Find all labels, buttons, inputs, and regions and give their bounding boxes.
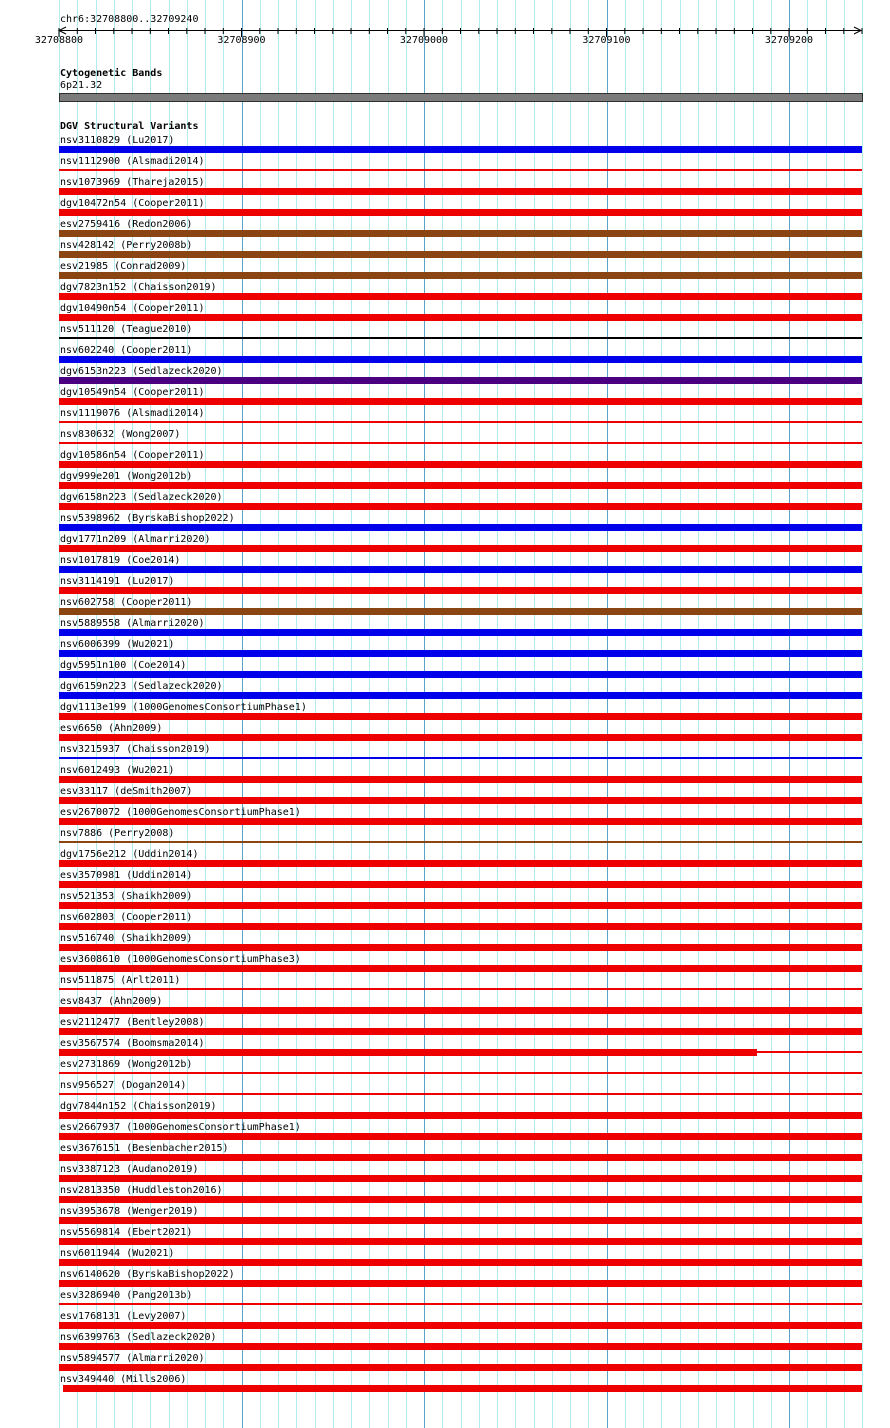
- variant-row: [0, 324, 890, 345]
- ruler-tick-label: 32709000: [399, 35, 449, 46]
- variant-bar[interactable]: [59, 841, 862, 843]
- variant-label[interactable]: esv2670072 (1000GenomesConsortiumPhase1): [60, 807, 301, 818]
- variant-row: [0, 702, 890, 723]
- variant-label[interactable]: nsv5889558 (Almarri2020): [60, 618, 205, 629]
- variant-label[interactable]: esv2731869 (Wong2012b): [60, 1059, 193, 1070]
- variant-row: [0, 954, 890, 975]
- variant-label[interactable]: dgv10586n54 (Cooper2011): [60, 450, 205, 461]
- variant-label[interactable]: nsv1073969 (Thareja2015): [60, 177, 205, 188]
- variant-row: [0, 1311, 890, 1332]
- variant-bar[interactable]: [59, 1154, 862, 1161]
- variant-label[interactable]: esv3608610 (1000GenomesConsortiumPhase3): [60, 954, 301, 965]
- variant-bar[interactable]: [59, 629, 862, 636]
- variant-row: [0, 345, 890, 366]
- variant-label[interactable]: nsv6399763 (Sedlazeck2020): [60, 1332, 217, 1343]
- variant-bar[interactable]: [59, 757, 862, 759]
- variant-bar[interactable]: [59, 1072, 862, 1074]
- variant-row: [0, 765, 890, 786]
- variant-row: [0, 786, 890, 807]
- variant-label[interactable]: esv2759416 (Redon2006): [60, 219, 193, 230]
- ruler-tick-label: 32709200: [764, 35, 814, 46]
- variant-label[interactable]: nsv511120 (Teague2010): [60, 324, 193, 335]
- variant-label[interactable]: nsv3953678 (Wenger2019): [60, 1206, 199, 1217]
- variant-row: [0, 849, 890, 870]
- variant-row: [0, 471, 890, 492]
- variant-row: [0, 660, 890, 681]
- variant-row: [0, 723, 890, 744]
- variant-label[interactable]: nsv349440 (Mills2006): [60, 1374, 187, 1385]
- variant-row: [0, 534, 890, 555]
- variant-bar[interactable]: [59, 272, 862, 279]
- variant-label[interactable]: nsv511875 (Arlt2011): [60, 975, 181, 986]
- variant-row: [0, 1248, 890, 1269]
- variant-bar[interactable]: [59, 923, 862, 930]
- variant-label[interactable]: nsv956527 (Dogan2014): [60, 1080, 187, 1091]
- variant-label[interactable]: nsv5569814 (Ebert2021): [60, 1227, 193, 1238]
- variant-label[interactable]: esv1768131 (Levy2007): [60, 1311, 187, 1322]
- variant-bar[interactable]: [59, 566, 862, 573]
- variant-row: [0, 156, 890, 177]
- variant-label[interactable]: nsv6011944 (Wu2021): [60, 1248, 175, 1259]
- variant-bar[interactable]: [59, 608, 862, 615]
- variant-bar[interactable]: [59, 251, 862, 258]
- variant-label[interactable]: nsv428142 (Perry2008b): [60, 240, 193, 251]
- variant-row: [0, 261, 890, 282]
- variant-label[interactable]: nsv2813350 (Huddleston2016): [60, 1185, 223, 1196]
- variant-bar[interactable]: [59, 1322, 862, 1329]
- variant-bar[interactable]: [757, 1051, 862, 1053]
- variant-label[interactable]: dgv10472n54 (Cooper2011): [60, 198, 205, 209]
- variant-row: [0, 282, 890, 303]
- variant-row: [0, 870, 890, 891]
- variant-label[interactable]: esv3676151 (Besenbacher2015): [60, 1143, 229, 1154]
- variant-label[interactable]: esv6650 (Ahn2009): [60, 723, 163, 734]
- variant-bar[interactable]: [59, 965, 862, 972]
- variant-label[interactable]: esv2112477 (Bentley2008): [60, 1017, 205, 1028]
- variant-label[interactable]: nsv5894577 (Almarri2020): [60, 1353, 205, 1364]
- variant-row: [0, 492, 890, 513]
- variant-bar[interactable]: [59, 776, 862, 783]
- variant-row: [0, 366, 890, 387]
- variant-bar[interactable]: [59, 587, 862, 594]
- variant-label[interactable]: esv2667937 (1000GenomesConsortiumPhase1): [60, 1122, 301, 1133]
- variant-row: [0, 744, 890, 765]
- variant-row: [0, 408, 890, 429]
- variant-label[interactable]: dgv6153n223 (Sedlazeck2020): [60, 366, 223, 377]
- variant-bar[interactable]: [59, 1303, 862, 1305]
- variant-bar[interactable]: [59, 1259, 862, 1266]
- variant-row: [0, 597, 890, 618]
- variant-bar[interactable]: [59, 1238, 862, 1245]
- variant-label[interactable]: nsv5398962 (ByrskaBishop2022): [60, 513, 235, 524]
- variant-bar[interactable]: [59, 1112, 862, 1119]
- variant-row: [0, 1101, 890, 1122]
- variant-label[interactable]: dgv1113e199 (1000GenomesConsortiumPhase1): [60, 702, 307, 713]
- variant-label[interactable]: nsv3215937 (Chaisson2019): [60, 744, 211, 755]
- variant-bar[interactable]: [59, 1196, 862, 1203]
- variant-row: [0, 1227, 890, 1248]
- cytogenetic-bands-title: Cytogenetic Bands: [60, 68, 163, 79]
- variant-bar[interactable]: [59, 692, 862, 699]
- variant-label[interactable]: dgv10549n54 (Cooper2011): [60, 387, 205, 398]
- variant-bar[interactable]: [59, 146, 862, 153]
- variant-bar[interactable]: [59, 482, 862, 489]
- variant-row: [0, 1017, 890, 1038]
- variant-bar[interactable]: [59, 650, 862, 657]
- variant-row: [0, 450, 890, 471]
- variant-label[interactable]: nsv1017819 (Coe2014): [60, 555, 181, 566]
- variant-label[interactable]: nsv6006399 (Wu2021): [60, 639, 175, 650]
- variant-row: [0, 1332, 890, 1353]
- variant-bar[interactable]: [59, 337, 862, 339]
- variant-bar[interactable]: [59, 944, 862, 951]
- variant-row: [0, 240, 890, 261]
- variant-label[interactable]: dgv6159n223 (Sedlazeck2020): [60, 681, 223, 692]
- variant-bar[interactable]: [59, 377, 862, 384]
- variant-label[interactable]: nsv602240 (Cooper2011): [60, 345, 193, 356]
- variant-bar[interactable]: [59, 356, 862, 363]
- variant-row: [0, 135, 890, 156]
- variant-label[interactable]: dgv999e201 (Wong2012b): [60, 471, 193, 482]
- variant-bar[interactable]: [59, 442, 862, 444]
- variant-bar[interactable]: [59, 503, 862, 510]
- variant-row: [0, 1122, 890, 1143]
- variant-label[interactable]: dgv7823n152 (Chaisson2019): [60, 282, 217, 293]
- variant-row: [0, 576, 890, 597]
- variant-row: [0, 1164, 890, 1185]
- variant-bar[interactable]: [59, 293, 862, 300]
- variant-label[interactable]: nsv3110829 (Lu2017): [60, 135, 175, 146]
- locus-label: chr6:32708800..32709240: [60, 14, 199, 25]
- variant-bar[interactable]: [59, 1049, 757, 1056]
- variant-row: [0, 807, 890, 828]
- variant-bar[interactable]: [59, 1364, 862, 1371]
- variant-row: [0, 1059, 890, 1080]
- dgv-track-title: DGV Structural Variants: [60, 121, 199, 132]
- variant-row: [0, 912, 890, 933]
- variant-bar[interactable]: [59, 169, 862, 171]
- ruler-tick-label: 32708900: [217, 35, 266, 46]
- ruler-ticks: [59, 28, 862, 37]
- variant-label[interactable]: dgv1756e212 (Uddin2014): [60, 849, 199, 860]
- variant-label[interactable]: nsv602758 (Cooper2011): [60, 597, 193, 608]
- variant-bar[interactable]: [59, 1280, 862, 1287]
- ruler-tick-label: 32708800: [34, 35, 84, 46]
- variant-label[interactable]: esv8437 (Ahn2009): [60, 996, 163, 1007]
- cytoband-bar[interactable]: [59, 93, 863, 102]
- variant-label[interactable]: nsv6140620 (ByrskaBishop2022): [60, 1269, 235, 1280]
- ruler-tick-label: 32709100: [582, 35, 631, 46]
- variant-label[interactable]: esv3570981 (Uddin2014): [60, 870, 193, 881]
- variant-label[interactable]: nsv830632 (Wong2007): [60, 429, 181, 440]
- variant-label[interactable]: esv21985 (Conrad2009): [60, 261, 187, 272]
- variant-row: [0, 198, 890, 219]
- variant-bar[interactable]: [59, 1175, 862, 1182]
- variant-row: [0, 618, 890, 639]
- variant-row: [0, 1206, 890, 1227]
- variant-row: [0, 1290, 890, 1311]
- variant-label[interactable]: nsv6012493 (Wu2021): [60, 765, 175, 776]
- variant-bar[interactable]: [59, 881, 862, 888]
- variant-label[interactable]: nsv1112900 (Alsmadi2014): [60, 156, 205, 167]
- variant-bar[interactable]: [59, 545, 862, 552]
- variant-row: [0, 1185, 890, 1206]
- variant-bar[interactable]: [59, 398, 862, 405]
- variant-bar[interactable]: [59, 713, 862, 720]
- variant-label[interactable]: nsv3387123 (Audano2019): [60, 1164, 199, 1175]
- variant-row: [0, 681, 890, 702]
- variant-row: [0, 975, 890, 996]
- variant-row: [0, 1080, 890, 1101]
- variant-row: [0, 303, 890, 324]
- variant-label[interactable]: dgv10490n54 (Cooper2011): [60, 303, 205, 314]
- variant-row: [0, 1374, 890, 1395]
- variant-bar[interactable]: [59, 1217, 862, 1224]
- variant-bar[interactable]: [59, 421, 862, 423]
- variant-row: [0, 1269, 890, 1290]
- variant-row: [0, 1143, 890, 1164]
- variant-row: [0, 177, 890, 198]
- variant-bar[interactable]: [59, 230, 862, 237]
- variant-label[interactable]: nsv516740 (Shaikh2009): [60, 933, 193, 944]
- variant-label[interactable]: dgv7844n152 (Chaisson2019): [60, 1101, 217, 1112]
- variant-bar[interactable]: [59, 902, 862, 909]
- variant-row: [0, 639, 890, 660]
- variant-label[interactable]: esv3286940 (Pang2013b): [60, 1290, 193, 1301]
- variant-row: [0, 891, 890, 912]
- variant-label[interactable]: esv33117 (deSmith2007): [60, 786, 193, 797]
- variant-bar[interactable]: [59, 1007, 862, 1014]
- variant-row: [0, 933, 890, 954]
- variant-label[interactable]: dgv1771n209 (Almarri2020): [60, 534, 211, 545]
- variant-bar[interactable]: [59, 818, 862, 825]
- variant-label[interactable]: dgv5951n100 (Coe2014): [60, 660, 187, 671]
- variant-bar[interactable]: [63, 1385, 862, 1392]
- variant-row: [0, 387, 890, 408]
- variant-bar[interactable]: [59, 1343, 862, 1350]
- variant-label[interactable]: nsv7886 (Perry2008): [60, 828, 175, 839]
- variant-row: [0, 996, 890, 1017]
- variant-bar[interactable]: [59, 209, 862, 216]
- cytoband-name: 6p21.32: [60, 80, 103, 91]
- variant-bar[interactable]: [59, 734, 862, 741]
- variant-bar[interactable]: [59, 461, 862, 468]
- variant-label[interactable]: dgv6158n223 (Sedlazeck2020): [60, 492, 223, 503]
- variant-bar[interactable]: [59, 1133, 862, 1140]
- variant-row: [0, 429, 890, 450]
- variant-bar[interactable]: [59, 524, 862, 531]
- variant-bar[interactable]: [59, 188, 862, 195]
- variant-label[interactable]: nsv3114191 (Lu2017): [60, 576, 175, 587]
- variant-label[interactable]: esv3567574 (Boomsma2014): [60, 1038, 205, 1049]
- variant-row: [0, 1038, 890, 1059]
- variant-bar[interactable]: [59, 797, 862, 804]
- variant-bar[interactable]: [59, 1093, 862, 1095]
- variant-label[interactable]: nsv1119076 (Alsmadi2014): [60, 408, 205, 419]
- variant-label[interactable]: nsv521353 (Shaikh2009): [60, 891, 193, 902]
- variant-row: [0, 1353, 890, 1374]
- variant-bar[interactable]: [59, 860, 862, 867]
- variant-row: [0, 828, 890, 849]
- variant-bar[interactable]: [59, 314, 862, 321]
- variant-bar[interactable]: [59, 671, 862, 678]
- variant-row: [0, 219, 890, 240]
- variant-row: [0, 555, 890, 576]
- variant-bar[interactable]: [59, 988, 862, 990]
- variant-bar[interactable]: [59, 1028, 862, 1035]
- variant-row: [0, 513, 890, 534]
- variant-label[interactable]: nsv602803 (Cooper2011): [60, 912, 193, 923]
